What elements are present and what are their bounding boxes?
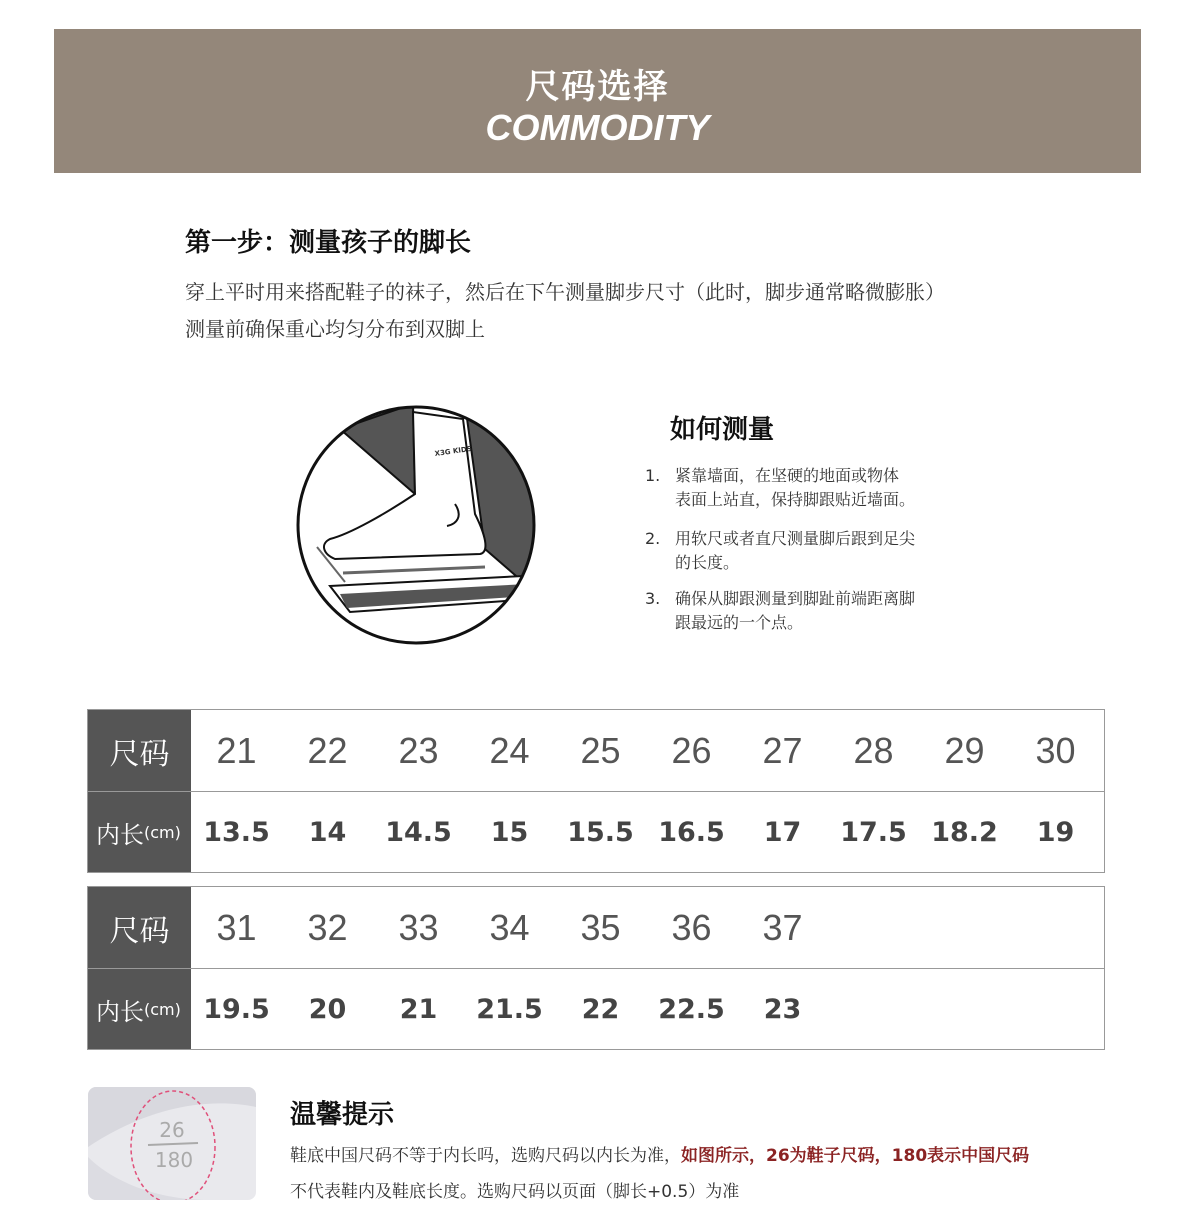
size-cell: 30 [1035, 729, 1076, 771]
item-text: 的长度。 [675, 553, 740, 572]
size-cell: 22 [307, 729, 348, 771]
foot-measure-illustration [295, 404, 537, 646]
size-cell: 35 [580, 906, 621, 948]
size-row [88, 710, 1104, 791]
size-cell: 33 [398, 906, 439, 948]
length-cell: 22.5 [658, 993, 725, 1025]
length-header [88, 792, 191, 872]
size-header: 尺码 [88, 887, 191, 968]
item-number: 2. [645, 529, 661, 548]
size-cell: 21 [216, 729, 257, 771]
how-to-measure-title: 如何测量 [670, 415, 775, 445]
size-cell: 37 [762, 906, 803, 948]
size-cell: 29 [944, 729, 985, 771]
tip-title: 温馨提示 [290, 1100, 395, 1130]
length-unit: (cm) [144, 999, 181, 1019]
item-text: 跟最远的一个点。 [675, 613, 804, 632]
length-cell: 23 [763, 993, 802, 1025]
size-row [88, 887, 1104, 968]
length-cell: 22 [581, 993, 620, 1025]
length-cell: 18.2 [931, 816, 998, 848]
item-number: 1. [645, 466, 661, 485]
length-row [88, 791, 1104, 872]
size-cell: 24 [489, 729, 530, 771]
size-cell: 31 [216, 906, 257, 948]
length-unit: (cm) [144, 822, 181, 842]
length-cell: 19.5 [203, 993, 270, 1025]
size-cell: 27 [762, 729, 803, 771]
title-banner [54, 29, 1141, 173]
length-cell: 14 [308, 816, 347, 848]
length-cell: 19 [1036, 816, 1075, 848]
tip-highlight: 如图所示，26为鞋子尺码，180表示中国尺码 [681, 1146, 1030, 1166]
tip-text: 鞋底中国尺码不等于内长吗，选购尺码以内长为准， [290, 1146, 681, 1166]
tip-line-1 [290, 1141, 1029, 1166]
size-cell: 25 [580, 729, 621, 771]
length-row [88, 968, 1104, 1049]
size-cell: 36 [671, 906, 712, 948]
step-desc-1: 穿上平时用来搭配鞋子的袜子，然后在下午测量脚步尺寸（此时，脚步通常略微膨胀） [185, 280, 945, 304]
item-text: 表面上站直，保持脚跟贴近墙面。 [675, 490, 916, 509]
length-cell: 17.5 [840, 816, 907, 848]
item-text: 确保从脚跟测量到脚趾前端距离脚 [675, 589, 916, 608]
how-item-2 [645, 527, 915, 575]
length-cell: 15 [490, 816, 529, 848]
size-cell: 23 [398, 729, 439, 771]
sock-brand-text: X3G KIDS [434, 444, 473, 458]
step-desc-2: 测量前确保重心均匀分布到双脚上 [185, 317, 485, 341]
step-title: 第一步：测量孩子的脚长 [185, 228, 472, 258]
length-label: 内长 [96, 820, 144, 849]
length-cell: 14.5 [385, 816, 452, 848]
how-item-3 [645, 587, 915, 635]
size-cell: 34 [489, 906, 530, 948]
size-header: 尺码 [88, 710, 191, 791]
shoe-sole-photo [88, 1087, 256, 1200]
size-cell: 32 [307, 906, 348, 948]
length-cell: 21 [399, 993, 438, 1025]
banner-subtitle: COMMODITY [485, 107, 710, 148]
length-cell: 17 [763, 816, 802, 848]
banner-title: 尺码选择 [525, 67, 670, 107]
tip-line-2: 不代表鞋内及鞋底长度。选购尺码以页面（脚长+0.5）为准 [290, 1182, 740, 1202]
sole-china-size: 180 [154, 1148, 194, 1172]
item-text: 紧靠墙面，在坚硬的地面或物体 [675, 466, 900, 485]
item-number: 3. [645, 589, 661, 608]
sole-size-number: 26 [159, 1118, 185, 1142]
length-cell: 20 [308, 993, 347, 1025]
size-cell: 28 [853, 729, 894, 771]
size-cell: 26 [671, 729, 712, 771]
size-table-1 [87, 709, 1105, 873]
item-text: 用软尺或者直尺测量脚后跟到足尖 [675, 529, 916, 548]
how-item-1 [645, 464, 915, 512]
length-header [88, 969, 191, 1049]
length-cell: 13.5 [203, 816, 270, 848]
length-label: 内长 [96, 997, 144, 1026]
size-table-2 [87, 886, 1105, 1050]
length-cell: 21.5 [476, 993, 543, 1025]
length-cell: 15.5 [567, 816, 634, 848]
length-cell: 16.5 [658, 816, 725, 848]
